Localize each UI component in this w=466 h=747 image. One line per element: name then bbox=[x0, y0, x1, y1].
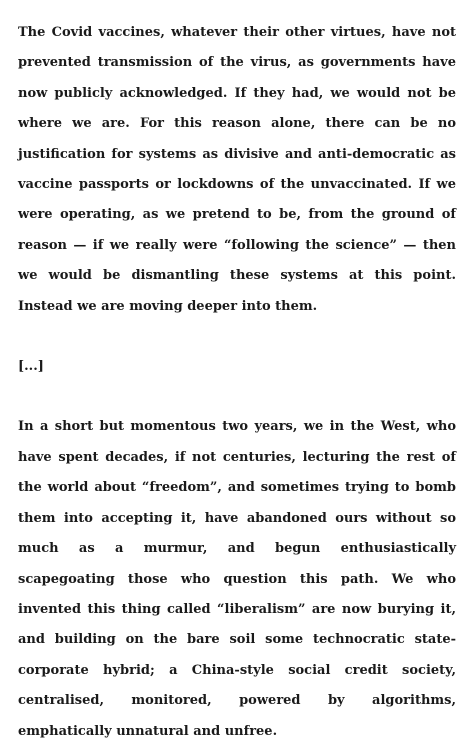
paragraph-omission-marker: [...] bbox=[18, 359, 44, 375]
paragraph-vaccines-transmission: The Covid vaccines, whatever their other virtues, have not prevented transmission of the virus, as governments have now publicly acknowledged. If they had, we would not be where we are. For this reason alone, there can be no justification for systems as divisive and anti-democratic as vaccine passports or lockdowns of the unvaccinated. If we were operating, as we pretend to be, from the ground of reason — if we really were “following the science” — then we would be dismantling these systems at this point. Instead we are moving deeper into them. bbox=[18, 25, 456, 314]
paragraph-west-freedom: In a short but momentous two years, we in the West, who have spent decades, if not centuries, lecturing the rest of the world about “freedom”, and sometimes trying to bomb them into accepting it, have abandoned ours without so much as a murmur, and begun enthusiastically scapegoating those who question this path. We who invented this thing called “liberalism” are now burying it, and building on the bare soil some technocratic state-corporate hybrid; a China-style social credit society, centralised, monitored, powered by algorithms, emphatically unnatural and unfree. bbox=[18, 419, 456, 739]
